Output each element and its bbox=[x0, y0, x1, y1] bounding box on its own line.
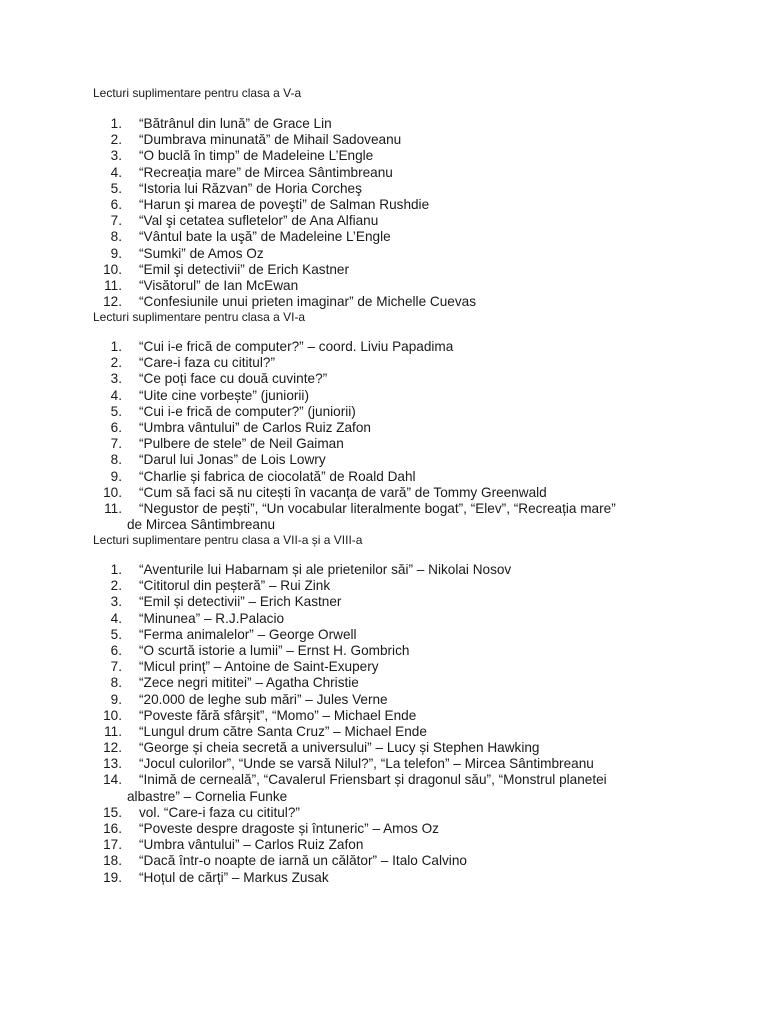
item-number: 6. bbox=[110, 419, 122, 435]
item-text: “Jocul culorilor”, “Unde se varsă Nilul?”, “La telefon” – Mircea Sântimbreanu bbox=[139, 756, 594, 772]
item-number: 9. bbox=[110, 468, 122, 484]
item-number: 14. bbox=[103, 772, 122, 788]
item-text: “Val şi cetatea sufletelor” de Ana Alfianu bbox=[139, 213, 379, 229]
list-item bbox=[0, 853, 768, 869]
list-item bbox=[0, 294, 768, 310]
item-number: 8. bbox=[110, 452, 122, 468]
item-number: 15. bbox=[103, 804, 122, 820]
item-text: “Minunea” – R.J.Palacio bbox=[139, 610, 285, 626]
list-item bbox=[0, 643, 768, 659]
item-number: 11. bbox=[104, 277, 122, 293]
book-list bbox=[0, 339, 768, 533]
item-text: “Istoria lui Răzvan” de Horia Corcheş bbox=[139, 180, 362, 196]
item-text: “Cui i-e frică de computer?” – coord. Liviu Papadima bbox=[139, 339, 454, 354]
item-text: “Hoțul de cărți” – Markus Zusak bbox=[139, 869, 329, 885]
list-item bbox=[0, 675, 768, 691]
item-number: 6. bbox=[110, 642, 122, 658]
item-number: 5. bbox=[110, 403, 122, 419]
item-text: “Sumki” de Amos Oz bbox=[139, 245, 264, 261]
item-number: 11. bbox=[104, 500, 122, 516]
item-text: “Umbra vântului” de Carlos Ruiz Zafon bbox=[139, 419, 371, 435]
item-text: “Charlie și fabrica de ciocolată” de Roald Dahl bbox=[139, 468, 416, 484]
list-item bbox=[0, 578, 768, 594]
item-number: 2. bbox=[110, 578, 122, 594]
list-item bbox=[0, 420, 768, 436]
item-text: “Uite cine vorbește” (juniorii) bbox=[139, 387, 309, 403]
list-item bbox=[0, 197, 768, 213]
item-number: 12. bbox=[103, 740, 122, 756]
list-item bbox=[0, 116, 768, 132]
item-text: “Micul prinț” – Antoine de Saint-Exupery bbox=[139, 659, 379, 675]
list-item bbox=[0, 756, 768, 772]
item-number: 7. bbox=[110, 659, 122, 675]
item-number: 3. bbox=[110, 371, 122, 387]
item-text: “Confesiunile unui prieten imaginar” de Michelle Cuevas bbox=[139, 294, 476, 310]
item-text: “Inimă de cerneală”, “Cavalerul Friensbart și dragonul său”, “Monstrul planetei bbox=[139, 772, 607, 788]
item-text: “George și cheia secretă a universului” – Lucy și Stephen Hawking bbox=[139, 740, 540, 756]
book-list bbox=[0, 562, 768, 886]
item-number: 1. bbox=[110, 339, 122, 354]
section-heading: Lecturi suplimentare pentru clasa a VII-a și a VIII-a bbox=[93, 533, 363, 547]
item-text: “Darul lui Jonas” de Lois Lowry bbox=[139, 452, 326, 468]
item-number: 10. bbox=[103, 707, 122, 723]
item-number: 9. bbox=[110, 691, 122, 707]
item-text: “20.000 de leghe sub mări” – Jules Verne bbox=[139, 691, 388, 707]
list-item bbox=[0, 165, 768, 181]
list-item bbox=[0, 229, 768, 245]
list-item bbox=[0, 262, 768, 278]
list-item bbox=[0, 355, 768, 371]
list-item bbox=[0, 469, 768, 485]
item-number: 7. bbox=[110, 436, 122, 452]
item-text: “Dumbrava minunată” de Mihail Sadoveanu bbox=[139, 132, 402, 148]
list-item bbox=[0, 436, 768, 452]
book-list bbox=[0, 116, 768, 310]
list-item bbox=[0, 594, 768, 610]
list-item bbox=[0, 485, 768, 501]
list-item bbox=[0, 724, 768, 740]
list-item bbox=[0, 611, 768, 627]
list-item bbox=[0, 132, 768, 148]
list-item bbox=[0, 708, 768, 724]
list-item bbox=[0, 452, 768, 468]
list-item bbox=[0, 388, 768, 404]
item-number: 1. bbox=[110, 116, 122, 131]
list-item bbox=[0, 246, 768, 262]
list-item bbox=[0, 562, 768, 578]
item-number: 6. bbox=[110, 196, 122, 212]
item-text: “Bătrânul din lună” de Grace Lin bbox=[139, 116, 332, 131]
item-number: 4. bbox=[110, 164, 122, 180]
item-text: “Care-i faza cu cititul?” bbox=[139, 355, 275, 371]
item-number: 4. bbox=[110, 610, 122, 626]
list-item bbox=[0, 837, 768, 853]
item-number: 4. bbox=[110, 387, 122, 403]
item-number: 10. bbox=[103, 261, 122, 277]
list-item bbox=[0, 371, 768, 387]
item-text: “Poveste despre dragoste și întuneric” – Amos Oz bbox=[139, 821, 439, 837]
section-heading: Lecturi suplimentare pentru clasa a VI-a bbox=[93, 310, 306, 324]
item-text: vol. “Care-i faza cu cititul?” bbox=[139, 804, 300, 820]
list-item bbox=[0, 659, 768, 675]
list-item bbox=[0, 339, 768, 355]
item-number: 9. bbox=[110, 245, 122, 261]
list-item bbox=[0, 870, 768, 886]
list-item bbox=[0, 821, 768, 837]
item-text: “Zece negri mititei” – Agatha Christie bbox=[139, 675, 359, 691]
item-text: “O scurtă istorie a lumii” – Ernst H. Gombrich bbox=[139, 642, 410, 658]
item-text: “Pulbere de stele” de Neil Gaiman bbox=[139, 436, 344, 452]
item-text: “Harun şi marea de poveşti” de Salman Rushdie bbox=[139, 196, 430, 212]
item-number: 2. bbox=[110, 132, 122, 148]
item-number: 1. bbox=[110, 562, 122, 577]
item-text-continuation: albastre” – Cornelia Funke bbox=[127, 788, 288, 804]
item-number: 2. bbox=[110, 355, 122, 371]
item-text: “Lungul drum către Santa Cruz” – Michael Ende bbox=[139, 723, 427, 739]
item-text: “Cui i-e frică de computer?” (juniorii) bbox=[139, 403, 356, 419]
list-item bbox=[0, 181, 768, 197]
item-text: “Ce poți face cu două cuvinte?” bbox=[139, 371, 328, 387]
list-item bbox=[0, 740, 768, 756]
item-text: “Umbra vântului” – Carlos Ruiz Zafon bbox=[139, 837, 364, 853]
item-text: “Cititorul din peșteră” – Rui Zink bbox=[139, 578, 331, 594]
item-number: 11. bbox=[104, 723, 122, 739]
item-text: “Emil și detectivii” – Erich Kastner bbox=[139, 594, 342, 610]
item-text: “Dacă într-o noapte de iarnă un călător” – Italo Calvino bbox=[139, 853, 467, 869]
list-item bbox=[0, 148, 768, 164]
item-number: 19. bbox=[103, 869, 122, 885]
item-number: 10. bbox=[103, 484, 122, 500]
item-text: “O buclă în timp” de Madeleine L’Engle bbox=[139, 148, 374, 164]
item-text: “Emil şi detectivii” de Erich Kastner bbox=[139, 261, 350, 277]
list-item bbox=[0, 805, 768, 821]
item-text: “Poveste fără sfârșit”, “Momo” – Michael Ende bbox=[139, 707, 417, 723]
item-number: 17. bbox=[103, 837, 122, 853]
item-number: 8. bbox=[110, 229, 122, 245]
item-text: “Aventurile lui Habarnam și ale prietenilor săi” – Nikolai Nosov bbox=[139, 562, 512, 577]
item-number: 3. bbox=[110, 594, 122, 610]
item-number: 12. bbox=[103, 294, 122, 310]
item-number: 8. bbox=[110, 675, 122, 691]
list-item bbox=[0, 627, 768, 643]
item-number: 3. bbox=[110, 148, 122, 164]
item-text: “Negustor de pești”, “Un vocabular literalmente bogat”, “Elev”, “Recreația mare” bbox=[139, 500, 616, 516]
list-item bbox=[0, 772, 768, 804]
item-number: 16. bbox=[103, 821, 122, 837]
section-heading: Lecturi suplimentare pentru clasa a V-a bbox=[93, 86, 302, 100]
list-item bbox=[0, 501, 768, 533]
item-number: 5. bbox=[110, 180, 122, 196]
item-text: “Cum să faci să nu citești în vacanța de vară” de Tommy Greenwald bbox=[139, 484, 547, 500]
item-text: “Visătorul” de Ian McEwan bbox=[139, 277, 299, 293]
list-item bbox=[0, 692, 768, 708]
item-number: 5. bbox=[110, 626, 122, 642]
item-number: 18. bbox=[103, 853, 122, 869]
item-text: “Vântul bate la uşă” de Madeleine L’Engle bbox=[139, 229, 391, 245]
item-number: 13. bbox=[103, 756, 122, 772]
item-number: 7. bbox=[110, 213, 122, 229]
item-text-continuation: de Mircea Sântimbreanu bbox=[127, 517, 276, 533]
item-text: “Recreația mare” de Mircea Sântimbreanu bbox=[139, 164, 393, 180]
list-item bbox=[0, 404, 768, 420]
list-item bbox=[0, 278, 768, 294]
item-text: “Ferma animalelor” – George Orwell bbox=[139, 626, 357, 642]
list-item bbox=[0, 213, 768, 229]
